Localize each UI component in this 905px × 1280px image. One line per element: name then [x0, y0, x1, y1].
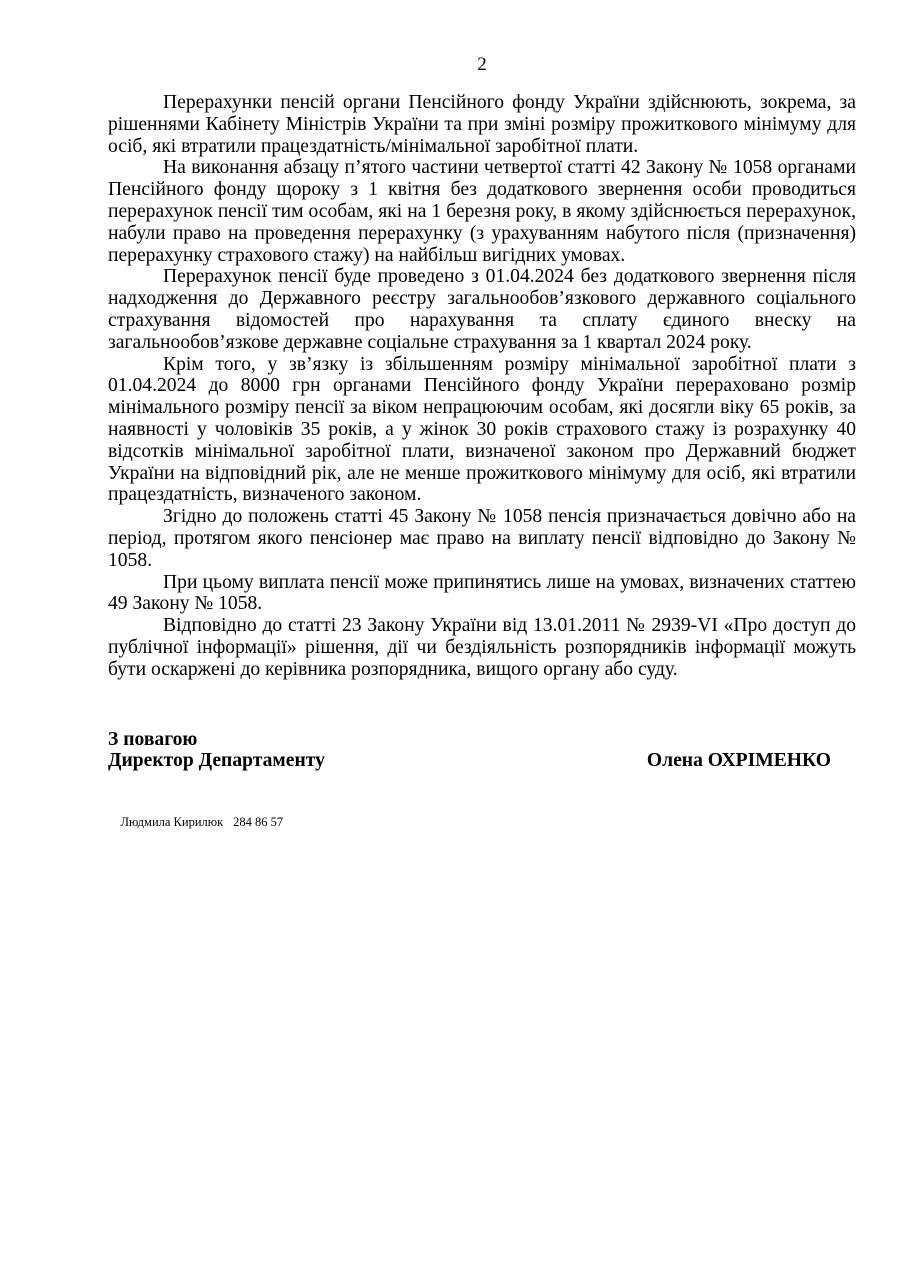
executor-name: Людмила Кирилюк — [120, 815, 224, 830]
signature-position: Директор Департаменту — [108, 750, 325, 772]
signature-closing: З повагою — [108, 728, 198, 750]
body-paragraph: На виконання абзацу п’ятого частини четвертої статті 42 Закону № 1058 органами Пенсійного фонду щороку з 1 квітня без додаткового звернення особи проводиться перерахунок пенсії тим особам, які на 1 березня року, в якому здійснюється перерахунок, набули право на проведення перерахунку (з урахуванням набутого після (призначення) перерахунку страхового стажу) на найбільш вигідних умовах. — [108, 157, 856, 266]
body-paragraph: Відповідно до статті 23 Закону України від 13.01.2011 № 2939-VI «Про доступ до публічної інформації» рішення, дії чи бездіяльність розпорядників інформації можуть бути оскаржені до керівника розпорядника, вищого органу або суду. — [108, 615, 856, 680]
page-number: 2 — [477, 54, 487, 75]
document-body — [108, 92, 856, 681]
body-paragraph: Крім того, у зв’язку із збільшенням розміру мінімальної заробітної плати з 01.04.2024 до 8000 грн органами Пенсійного фонду України перераховано розмір мінімального розміру пенсії за віком непрацюючим особам, які досягли віку 65 років, за наявності у чоловіків 35 років, а у жінок 30 років страхового стажу із розрахунку 40 відсотків мінімальної заробітної плати, визначеної законом про Державний бюджет України на відповідний рік, але не менше прожиткового мінімуму для осіб, які втратили працездатність, визначеного законом. — [108, 353, 856, 506]
body-paragraph: Перерахунки пенсій органи Пенсійного фонду України здійснюють, зокрема, за рішеннями Кабінету Міністрів України та при зміні розміру прожиткового мінімуму для осіб, які втратили працездатність/мінімальної заробітної плати. — [108, 92, 856, 157]
signature-block — [108, 729, 856, 773]
body-paragraph: Перерахунок пенсії буде проведено з 01.04.2024 без додаткового звернення після надходження до Державного реєстру загальнообов’язкового державного соціального страхування відомостей про нарахування та сплату єдиного внеску на загальнообов’язкове державне соціальне страхування за 1 квартал 2024 року. — [108, 266, 856, 353]
signature-row — [108, 750, 856, 772]
body-paragraph: Згідно до положень статті 45 Закону № 1058 пенсія призначається довічно або на період, протягом якого пенсіонер має право на виплату пенсії відповідно до Закону № 1058. — [108, 506, 856, 571]
executor-line — [108, 800, 856, 845]
executor-phone: 284 86 57 — [233, 815, 284, 830]
body-paragraph: При цьому виплата пенсії може припинятись лише на умовах, визначених статтею 49 Закону № 1058. — [108, 571, 856, 615]
signature-name: Олена ОХРІМЕНКО — [646, 750, 831, 772]
